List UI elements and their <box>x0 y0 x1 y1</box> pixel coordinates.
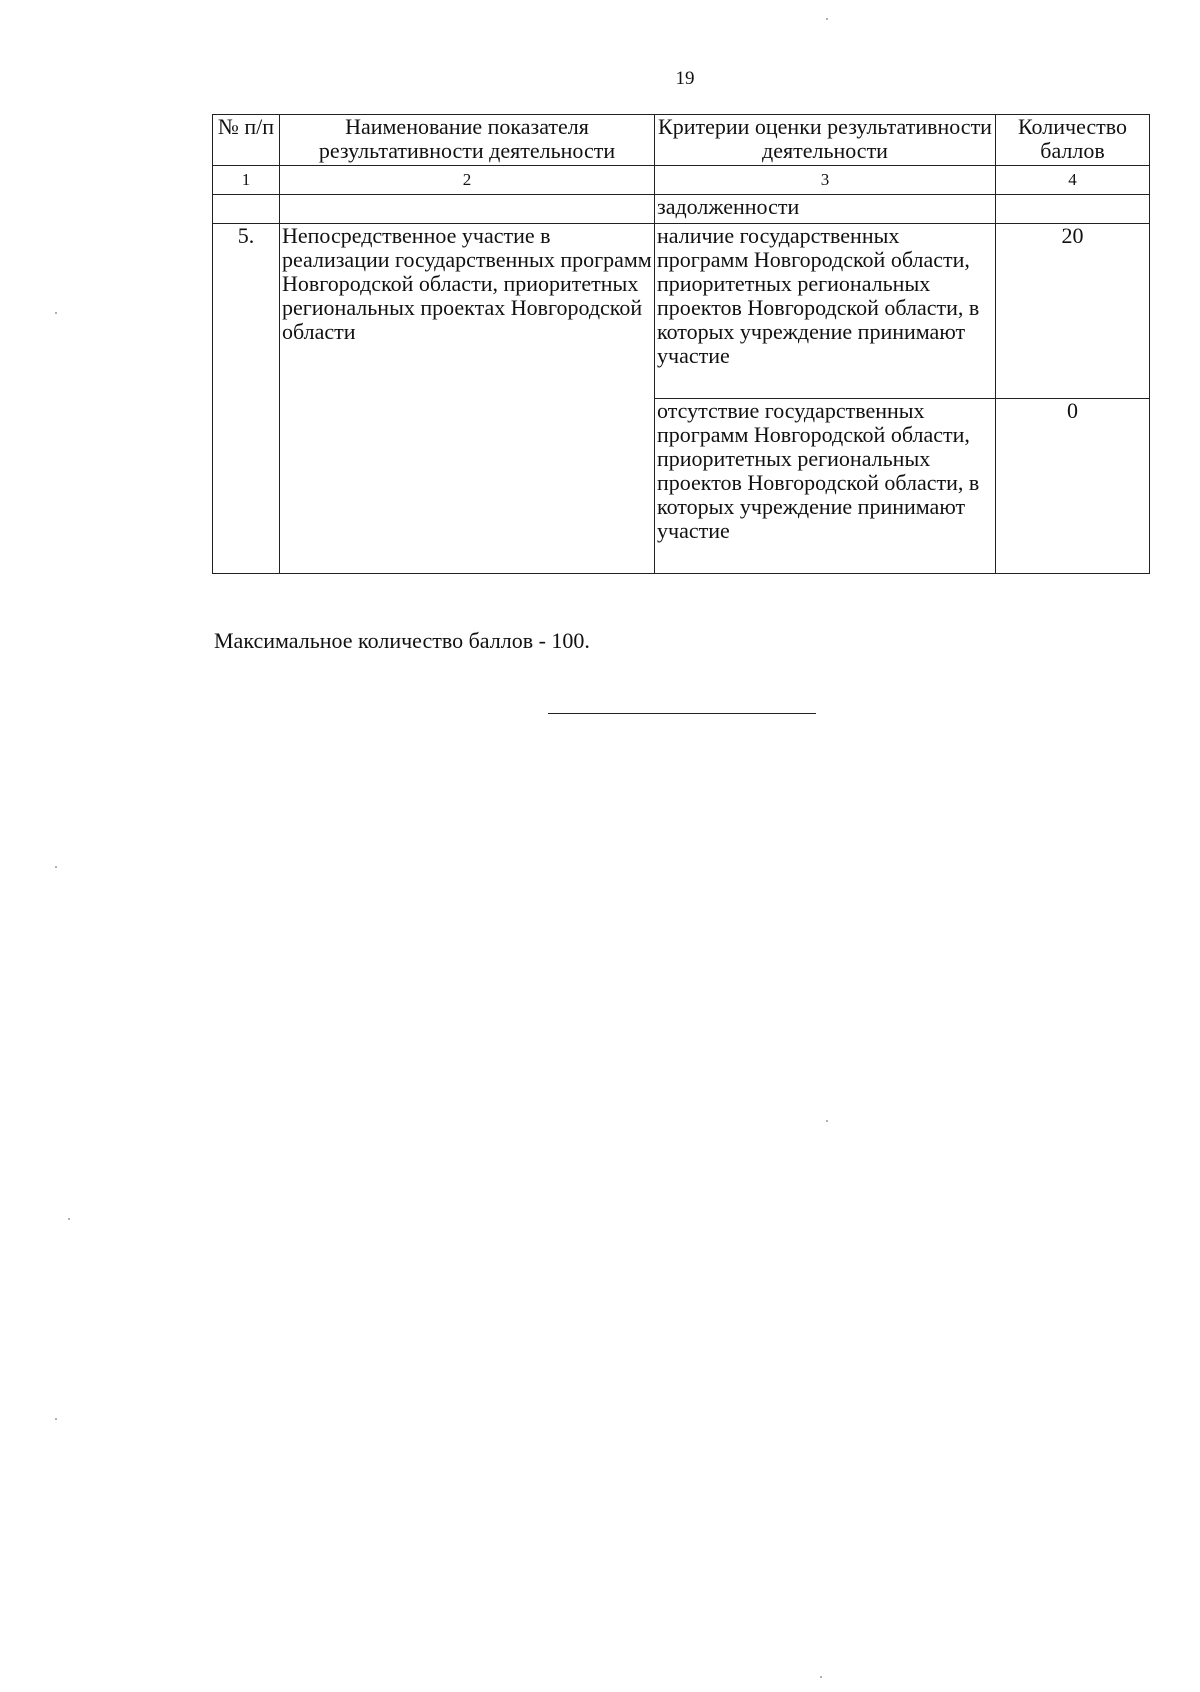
table-header-row <box>213 115 1150 166</box>
scan-speck <box>68 1218 70 1220</box>
header-indicator: Наименование показателя результативности деятельности <box>280 115 655 166</box>
header-score: Количество баллов <box>996 115 1150 166</box>
header-criteria: Критерии оценки результативности деятельности <box>655 115 996 166</box>
row-number: 5. <box>213 224 280 574</box>
scan-speck <box>826 1120 828 1122</box>
table-cell <box>280 195 655 224</box>
scan-speck <box>820 1676 822 1678</box>
column-number: 4 <box>996 166 1150 195</box>
criteria-absent: отсутствие государственных программ Новгородской области, приоритетных региональных проектов Новгородской области, в которых учреждение принимают участие <box>655 399 996 574</box>
score-absent: 0 <box>996 399 1150 574</box>
criteria-present: наличие государственных программ Новгородской области, приоритетных региональных проектов Новгородской области, в которых учреждение принимают участие <box>655 224 996 399</box>
closing-rule <box>548 713 816 714</box>
column-number: 3 <box>655 166 996 195</box>
table-cell <box>996 195 1150 224</box>
scan-speck <box>55 1418 57 1420</box>
continuation-criteria: задолженности <box>655 195 996 224</box>
scan-speck <box>55 312 57 314</box>
max-score-note: Максимальное количество баллов - 100. <box>214 628 590 653</box>
criteria-table <box>212 114 1150 574</box>
header-number: № п/п <box>213 115 280 166</box>
page-number: 19 <box>675 68 695 89</box>
column-number: 1 <box>213 166 280 195</box>
table-cell <box>213 195 280 224</box>
continuation-row <box>213 195 1150 224</box>
indicator-name: Непосредственное участие в реализации государственных программ Новгородской области, приоритетных региональных проектах Новгородской области <box>280 224 655 574</box>
column-numbers-row <box>213 166 1150 195</box>
table-row <box>213 224 1150 399</box>
scan-speck <box>55 866 57 868</box>
score-present: 20 <box>996 224 1150 399</box>
column-number: 2 <box>280 166 655 195</box>
scan-speck <box>826 18 828 20</box>
